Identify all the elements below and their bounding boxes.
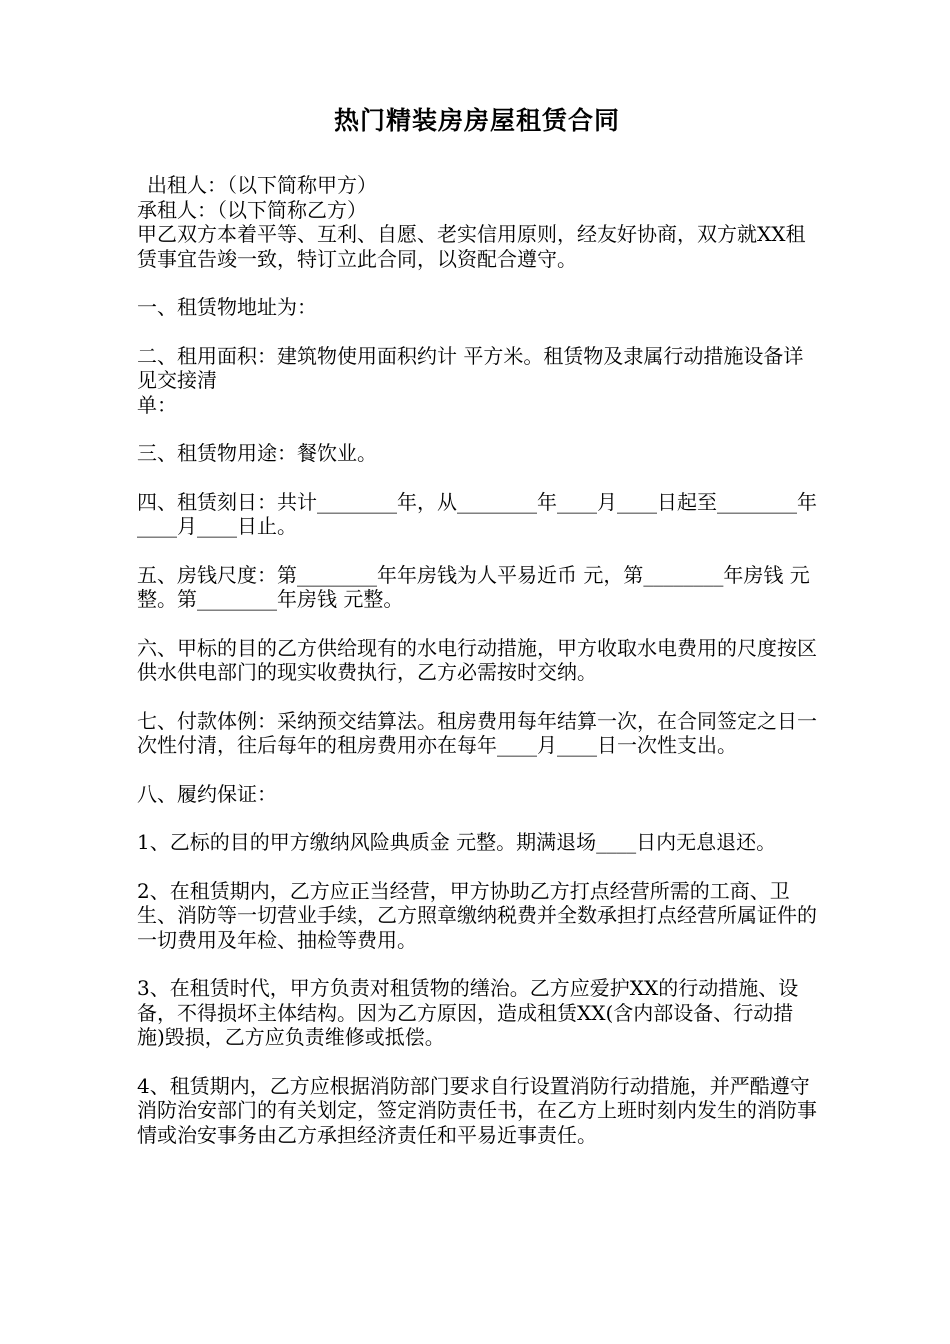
lessor-line: 出租人：（以下简称甲方） xyxy=(147,173,377,197)
section-payment: 七、付款体例：采纳预交结算法。租房费用每年结算一次，在合同签定之日一次性付清，往后每年的租房费用亦在每年____月____日一次性支出。 xyxy=(137,708,817,757)
section-guarantee: 八、履约保证： xyxy=(137,781,277,806)
preamble-paragraph: 甲乙双方本着平等、互利、自愿、老实信用原则，经友好协商，双方就XX租赁事宜告竣一致，特订立此合同，以资配合遵守。 xyxy=(137,222,806,271)
document-page xyxy=(137,104,817,1147)
section-rent: 五、房钱尺度：第________年年房钱为人平易近币 元，第________年房钱 元整。第________年房钱 元整。 xyxy=(137,562,810,611)
section-term: 四、租赁刻日：共计________年，从________年____月____日起至________年____月____日止。 xyxy=(137,489,817,538)
section-address: 一、租赁物地址为： xyxy=(137,295,317,319)
section-area: 二、租用面积：建筑物使用面积约计 平方米。租赁物及隶属行动措施设备详见交接清 单： xyxy=(137,343,804,417)
document-title: 热门精装房房屋租赁合同 xyxy=(333,106,620,135)
clause-fire-safety: 4、租赁期内，乙方应根据消防部门要求自行设置消防行动措施，并严酷遵守消防治安部门的有关划定，签定消防责任书，在乙方上班时刻内发生的消防事情或治安事务由乙方承担经济责任和平易近事责任。 xyxy=(137,1073,817,1147)
clause-deposit: 1、乙标的目的甲方缴纳风险典质金 元整。期满退场____日内无息退还。 xyxy=(137,830,777,854)
section-utilities: 六、甲标的目的乙方供给现有的水电行动措施，甲方收取水电费用的尺度按区供水供电部门的现实收费执行，乙方必需按时交纳。 xyxy=(137,635,817,684)
section-usage: 三、租赁物用途：餐饮业。 xyxy=(137,441,377,465)
clause-maintenance: 3、在租赁时代，甲方负责对租赁物的缮治。乙方应爱护XX的行动措施、设备，不得损坏主体结构。因为乙方原因，造成租赁XX(含内部设备、行动措施)毁损，乙方应负责维修或抵偿。 xyxy=(137,976,799,1049)
clause-operation: 2、在租赁期内，乙方应正当经营，甲方协助乙方打点经营所需的工商、卫生、消防等一切营业手续，乙方照章缴纳税费并全数承担打点经营所属证件的一切费用及年检、抽检等费用。 xyxy=(137,878,817,952)
lessee-line: 承租人：（以下简称乙方） xyxy=(137,197,367,222)
